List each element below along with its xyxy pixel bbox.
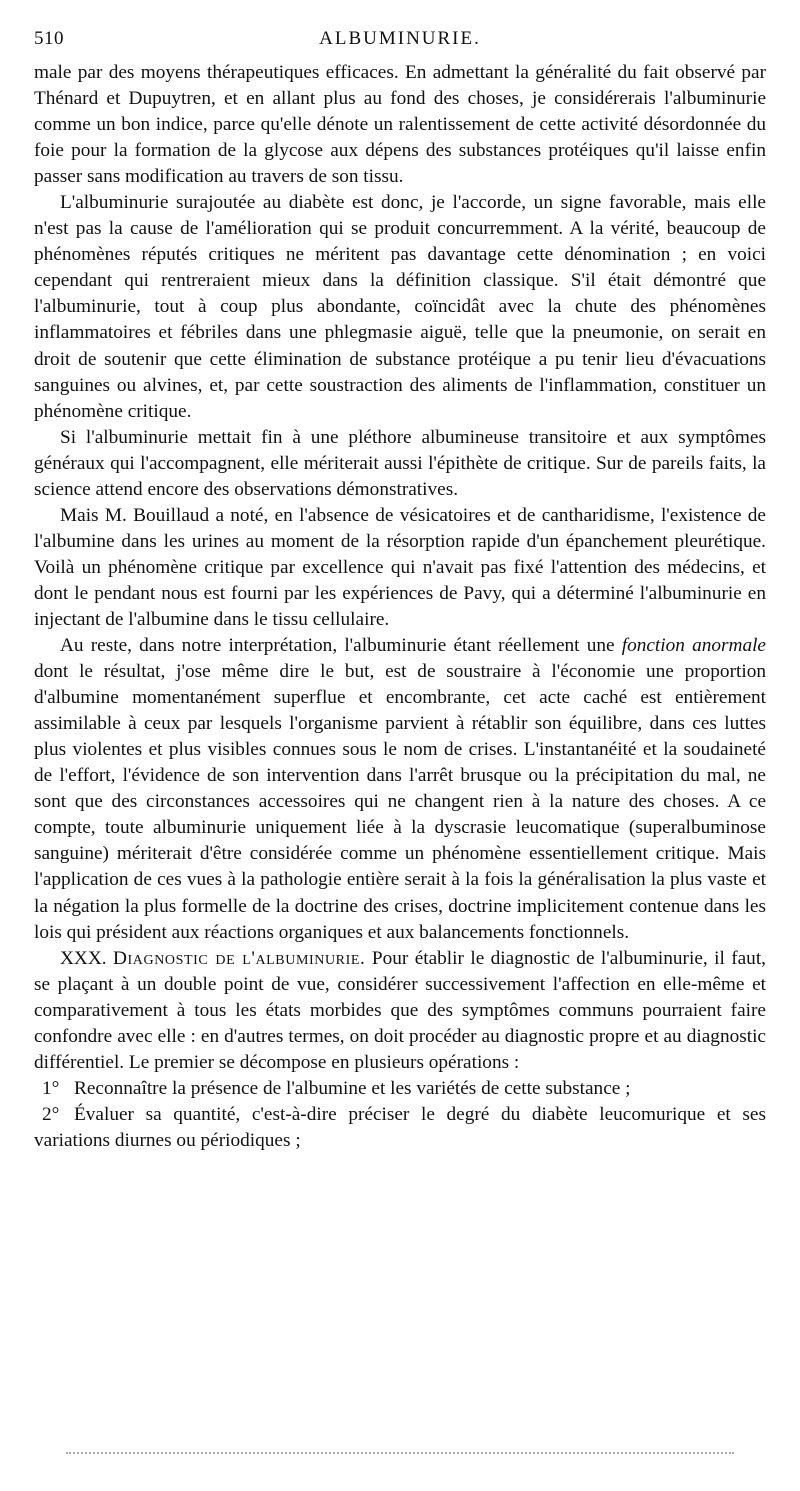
paragraph: Mais M. Bouillaud a noté, en l'absence de vésicatoires et de cantharidisme, l'existence de l'albumine dans les urines au moment de la résorption rapide d'un épanchement pleurétique. Voilà un phénomène critique par excellence qui n'avait pas fixé l'attention des médecins, et dont le pendant nous est fourni par les expériences de Pavy, qui a déterminé l'albuminurie en injectant de l'albumine dans le tissu cellulaire. — [34, 504, 766, 630]
paragraph-continuation: male par des moyens thérapeutiques efficaces. En admettant la généralité du fait observé par Thénard et Dupuytren, et en allant plus au fond des choses, je considérerais l'albuminurie comme un bon indice, parce qu'elle dénote un ralentissement de cette activité désordonnée du foie pour la formation de la glycose aux dépens des substances protéiques qu'il laisse enfin passer sans modification au travers de son tissu. — [34, 62, 766, 188]
list-item — [34, 1102, 766, 1154]
paragraph-text: Au reste, dans notre interprétation, l'albuminurie étant réellement une — [60, 635, 622, 657]
footer-rule — [66, 1452, 734, 1454]
paragraph — [34, 633, 766, 946]
paragraph-text: dont le résultat, j'ose même dire le but, est de soustraire à l'économie une proportion d'albumine momentanément superflue et encombrante, cet acte caché est entièrement assimilable à ceux par lesquels l'organisme parvient à rétablir son équilibre, dans ces luttes plus violentes et plus visibles connues sous le nom de crises. L'instantanéité et la soudaineté de l'effort, l'évidence de son intervention dans l'arrêt brusque ou la précipitation du mal, ne sont que des circonstances accessoires qui ne changent rien à la nature des choses. A ce compte, toute albuminurie uniquement liée à la dyscrasie leucomatique (superalbuminose sanguine) mériterait d'être considérée comme un phénomène essentiellement critique. Mais l'application de ces vues à la pathologie entière serait à la fois la généralisation la plus vaste et la négation la plus formelle de la doctrine des crises, doctrine implicitement contenue dans les lois qui président aux réactions organiques et aux balancements fonctionnels. — [34, 661, 766, 943]
list-marker: 1° — [42, 1077, 60, 1099]
italic-term: fonction anormale — [621, 635, 766, 657]
list-item-text: Reconnaître la présence de l'albumine et les variétés de cette substance ; — [74, 1077, 631, 1099]
list-marker: 2° — [42, 1103, 60, 1125]
list-item — [34, 1076, 766, 1102]
body-text — [34, 60, 766, 1154]
book-page — [34, 28, 766, 1154]
paragraph: Si l'albuminurie mettait fin à une pléthore albumineuse transitoire et aux symptômes généraux qui l'accompagnent, elle mériterait aussi l'épithète de critique. Sur de pareils faits, la science attend encore des observations démonstratives. — [34, 426, 766, 500]
page-number: 510 — [34, 28, 64, 49]
running-head — [34, 28, 766, 60]
section-heading: Diagnostic de l'albuminurie. — [113, 947, 366, 969]
running-title: ALBUMINURIE. — [319, 28, 481, 49]
paragraph: L'albuminurie surajoutée au diabète est donc, je l'accorde, un signe favorable, mais elle n'est pas la cause de l'amélioration qui se produit concurremment. A la vérité, beaucoup de phénomènes réputés critiques ne méritent pas davantage cette dénomination ; en voici cependant qui rentreraient mieux dans la définition classique. S'il était démontré que l'albuminurie, tout à coup plus abondante, coïncidât avec la chute des phénomènes inflammatoires et fébriles dans une phlegmasie aiguë, telle que la pneumonie, on serait en droit de soutenir que cette élimination de substance protéique a pu tenir lieu d'évacuations sanguines ou alvines, et, par cette soustraction des aliments de l'inflammation, constituer un phénomène critique. — [34, 192, 766, 422]
section-paragraph — [34, 946, 766, 1076]
section-number: XXX. — [60, 947, 107, 969]
paragraph-text: Pour établir le diagnostic de l'albuminurie, il faut, se plaçant à un double point de vue, considérer successivement l'affection en elle-même et comparativement à tous les états morbides que des symptômes communs pourraient faire confondre avec elle : en d'autres termes, on doit procéder au diagnostic propre et au diagnostic différentiel. Le premier se décompose en plusieurs opérations : — [34, 947, 767, 1073]
list-item-text: Évaluer sa quantité, c'est-à-dire préciser le degré du diabète leucomurique et ses variations diurnes ou périodiques ; — [34, 1103, 766, 1151]
